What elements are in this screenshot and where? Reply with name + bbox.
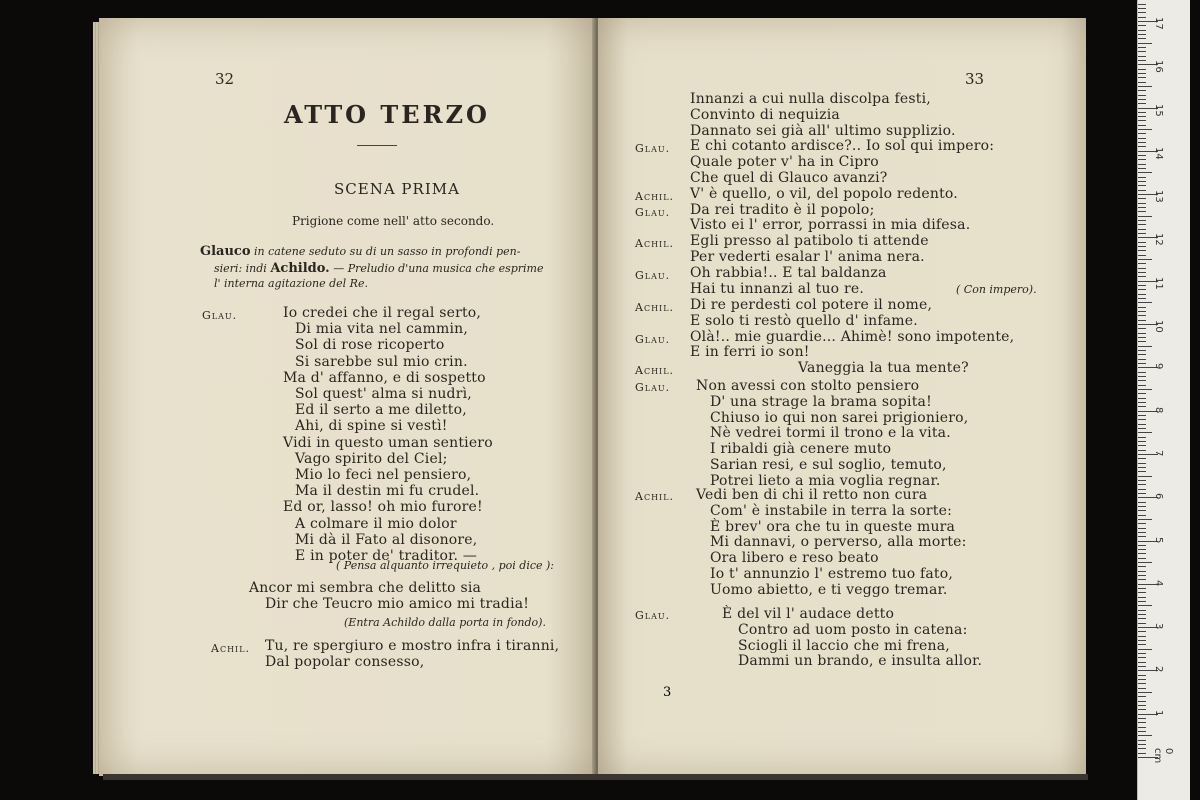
ruler-tick	[1138, 545, 1146, 546]
ruler-number: 5	[1153, 536, 1164, 543]
dialogue-line: Convinto di nequizia	[690, 106, 840, 123]
dialogue-line: Oh rabbia!.. E tal baldanza	[690, 264, 887, 281]
intro-text: — Preludio d'una musica che esprime	[329, 262, 544, 275]
left-page	[99, 18, 596, 776]
ruler-tick	[1138, 515, 1146, 516]
ruler-number: 4	[1153, 579, 1164, 587]
dialogue-line: Visto ei l' error, porrassi in mia difesa.	[690, 217, 971, 234]
ruler-tick	[1138, 579, 1146, 580]
ruler-tick	[1138, 640, 1146, 641]
open-book	[93, 18, 1093, 780]
ruler-tick	[1138, 588, 1146, 589]
ruler-tick	[1138, 389, 1152, 390]
ruler-tick	[1138, 207, 1146, 208]
speaker-label: Glau.	[635, 142, 671, 156]
ruler-tick	[1138, 177, 1146, 178]
verse-line: Di mia vita nel cammin,	[295, 321, 469, 338]
verse-line: Io t' annunzio l' estremo tuo fato,	[710, 566, 954, 582]
ruler-tick	[1138, 450, 1146, 451]
ruler-tick	[1138, 168, 1146, 169]
intro-line-1	[200, 244, 520, 259]
speaker-label: Achil.	[635, 301, 675, 314]
ruler-tick	[1138, 229, 1146, 230]
verse-line: Vedi ben di chi il retto non cura	[696, 487, 928, 503]
verse-line: Vago spirito del Ciel;	[295, 450, 448, 467]
ruler-tick	[1138, 4, 1146, 5]
ruler-tick	[1138, 116, 1146, 117]
verse-line: Tu, re spergiuro e mostro infra i tiranni,	[265, 638, 560, 654]
verse-line: Sol di rose ricoperto	[295, 337, 445, 354]
ruler-tick	[1138, 571, 1146, 572]
speaker-label: Glau.	[635, 205, 671, 219]
ruler-tick	[1138, 333, 1146, 334]
ruler-number: 6	[1153, 493, 1164, 500]
ruler-tick	[1138, 43, 1152, 44]
speaker-label: Achil.	[635, 189, 675, 203]
ruler-tick	[1138, 164, 1146, 165]
ruler-tick	[1138, 320, 1146, 321]
verse-line: D' una strage la brama sopita!	[710, 393, 932, 410]
ruler-number: 11	[1153, 276, 1164, 290]
ruler-tick	[1138, 125, 1146, 126]
ruler-tick	[1138, 328, 1146, 329]
ruler-tick	[1138, 307, 1146, 308]
stage-direction: ( Pensa alquanto irrequieto , poi dice ):	[336, 559, 555, 572]
ruler-tick	[1138, 653, 1146, 654]
ruler-tick	[1138, 424, 1146, 425]
ruler-tick	[1138, 73, 1146, 74]
dialogue-line: Egli presso al patibolo ti attende	[690, 233, 929, 250]
ruler-tick	[1138, 142, 1146, 143]
verse-line: Io credei che il regal serto,	[283, 305, 482, 321]
speaker-label: Achil.	[635, 364, 675, 378]
ruler-tick	[1138, 644, 1146, 645]
ruler-tick	[1138, 662, 1146, 663]
verse-line: Sciogli il laccio che mi frena,	[738, 637, 950, 654]
dialogue-line: E in ferri io son!	[690, 344, 810, 361]
ruler-number: 15	[1153, 103, 1164, 117]
ruler-tick	[1138, 735, 1152, 736]
ruler-tick	[1138, 315, 1146, 316]
ruler-tick	[1138, 666, 1146, 667]
ruler-tick	[1138, 302, 1152, 303]
ruler-tick	[1138, 99, 1146, 100]
ruler-tick	[1138, 688, 1146, 689]
dialogue-line: V' è quello, o vil, del popolo redento.	[690, 185, 958, 202]
ruler-tick	[1138, 354, 1146, 355]
dialogue-line: Olà!.. mie guardie... Ahimè! sono impotente,	[690, 328, 1015, 345]
verse-line: A colmare il mio dolor	[295, 515, 457, 532]
ruler-tick	[1138, 155, 1146, 156]
ruler-tick	[1138, 532, 1146, 533]
verse-line: È del vil l' audace detto	[722, 606, 895, 622]
dialogue-line: Quale poter v' ha in Cipro	[690, 154, 879, 171]
stage-direction: (Entra Achildo dalla porta in fondo).	[344, 616, 546, 629]
dialogue-line: Da rei tradito è il popolo;	[690, 201, 875, 218]
ruler-tick	[1138, 502, 1146, 503]
ruler-tick	[1138, 8, 1146, 9]
ruler-tick	[1138, 120, 1146, 121]
ruler-tick	[1138, 103, 1146, 104]
ruler-tick	[1138, 528, 1146, 529]
ruler-number: 9	[1153, 363, 1164, 370]
ruler-number: 13	[1153, 190, 1164, 203]
verse-line: Uomo abietto, e ti veggo tremar.	[710, 581, 948, 598]
ruler-tick	[1138, 359, 1146, 360]
scene-setting: Prigione come nell' atto secondo.	[292, 214, 495, 228]
stage-direction: ( Con impero).	[956, 283, 1037, 296]
ruler-tick	[1138, 562, 1152, 563]
ruler-tick	[1138, 597, 1146, 598]
verse-line: Nè vedrei tormi il trono e la vita.	[710, 425, 951, 442]
ruler-tick	[1138, 605, 1152, 606]
speaker-label: Glau.	[635, 381, 671, 394]
ruler-tick	[1138, 51, 1146, 52]
verse-line: Com' è instabile in terra la sorte:	[710, 502, 952, 519]
ruler-tick	[1138, 610, 1146, 611]
dialogue-line: Per vederti esalar l' anima nera.	[690, 249, 925, 265]
dialogue-line: E solo ti restò quello d' infame.	[690, 312, 918, 329]
ruler-tick	[1138, 285, 1146, 286]
verse-line: Ed il serto a me diletto,	[295, 402, 467, 419]
verse-line: Ora libero e reso beato	[710, 550, 879, 567]
ruler-tick	[1138, 480, 1146, 481]
ruler-tick	[1138, 190, 1146, 191]
verse-line: Chiuso io qui non sarei prigioniero,	[710, 409, 969, 426]
ruler-tick	[1138, 69, 1146, 70]
dialogue-line: Di re perdesti col potere il nome,	[690, 297, 933, 313]
verse-line: Mi dannavi, o perverso, alla morte:	[710, 534, 967, 551]
ruler-tick	[1138, 385, 1146, 386]
dialogue-line: Dannato sei già all' ultimo supplizio.	[690, 122, 956, 139]
book-cover-edge	[103, 774, 1088, 780]
ruler-number: 1	[1153, 709, 1164, 717]
ruler-tick	[1138, 250, 1146, 251]
ruler-tick	[1138, 233, 1146, 234]
ruler-tick	[1138, 25, 1146, 26]
ruler-tick	[1138, 657, 1146, 658]
ruler-tick	[1138, 722, 1146, 723]
ruler-tick	[1138, 415, 1146, 416]
verse-line: Sol quest' alma si nudrì,	[295, 386, 472, 402]
ruler-tick	[1138, 601, 1146, 602]
ruler-tick	[1138, 441, 1146, 442]
ruler-tick	[1138, 276, 1146, 277]
ruler-tick	[1138, 263, 1146, 264]
ruler-tick	[1138, 181, 1146, 182]
ruler-tick	[1138, 445, 1146, 446]
ruler-tick	[1138, 311, 1146, 312]
ruler-tick	[1138, 523, 1146, 524]
dialogue-line: Innanzi a cui nulla discolpa festi,	[690, 91, 931, 107]
verse-line: I ribaldi già cenere muto	[710, 441, 892, 458]
ruler-tick	[1138, 372, 1146, 373]
dialogue-line: E chi cotanto ardisce?.. Io sol qui impero:	[690, 138, 995, 155]
ruler-tick	[1138, 90, 1146, 91]
ruler-tick	[1138, 216, 1152, 217]
ruler-tick	[1138, 289, 1146, 290]
ruler-number: 10	[1153, 320, 1164, 333]
ruler-tick	[1138, 60, 1146, 61]
ruler-number: 3	[1153, 623, 1164, 630]
ruler-tick	[1138, 203, 1146, 204]
ruler-tick	[1138, 727, 1146, 728]
ruler-number: 12	[1153, 233, 1164, 247]
page-number-left: 32	[215, 70, 235, 88]
signature-mark: 3	[663, 685, 672, 700]
ruler-tick	[1138, 82, 1146, 83]
verse-line: Ed or, lasso! oh mio furore!	[283, 499, 483, 516]
ruler-number: 2	[1153, 666, 1164, 673]
ruler-tick	[1138, 432, 1152, 433]
ruler-tick	[1138, 558, 1146, 559]
ruler-tick	[1138, 86, 1152, 87]
scene-heading: SCENA PRIMA	[334, 180, 460, 198]
ruler-tick	[1138, 95, 1146, 96]
ruler-number: 16	[1153, 60, 1164, 73]
ruler-tick	[1138, 649, 1152, 650]
ruler-tick	[1138, 731, 1146, 732]
verse-line: Potrei lieto a mia voglia regnar.	[710, 472, 941, 489]
ruler-tick	[1138, 718, 1146, 719]
ruler-tick	[1138, 476, 1152, 477]
ruler-tick	[1138, 748, 1146, 749]
act-title: ATTO TERZO	[284, 100, 490, 129]
ruler-tick	[1138, 553, 1146, 554]
ruler-tick	[1138, 467, 1146, 468]
verse-line: Dammi un brando, e insulta allor.	[738, 653, 983, 670]
verse-line: Si sarebbe sul mio crin.	[295, 353, 468, 370]
verse-line: Vidi in questo uman sentiero	[283, 434, 493, 451]
ruler-number: 17	[1153, 16, 1164, 30]
ruler-tick	[1138, 77, 1146, 78]
ruler-tick	[1138, 484, 1146, 485]
ruler-tick	[1138, 34, 1146, 35]
ruler-tick	[1138, 211, 1146, 212]
ruler-tick	[1138, 346, 1152, 347]
intro-text: sieri: indi	[214, 262, 271, 275]
speaker-label: Achil.	[635, 237, 675, 251]
ruler-tick	[1138, 549, 1146, 550]
ruler-tick	[1138, 463, 1146, 464]
verse-line: Sarian resi, e sul soglio, temuto,	[710, 457, 947, 473]
ruler-tick	[1138, 489, 1146, 490]
ruler-number: 7	[1153, 449, 1164, 457]
ruler-tick	[1138, 129, 1152, 130]
ruler-tick	[1138, 112, 1146, 113]
ruler-tick	[1138, 259, 1152, 260]
ruler-tick	[1138, 337, 1146, 338]
verse-line: È brev' ora che tu in queste mura	[710, 518, 956, 535]
verse-line: Ahi, di spine si vestì!	[295, 418, 448, 435]
ruler-tick	[1138, 675, 1146, 676]
ruler-tick	[1138, 56, 1146, 57]
ruler-tick	[1138, 683, 1146, 684]
ruler-tick	[1138, 47, 1146, 48]
ruler-tick	[1138, 298, 1146, 299]
page-number-right: 33	[965, 70, 985, 88]
ruler-tick	[1138, 709, 1146, 710]
ruler-tick	[1138, 437, 1146, 438]
ruler-tick	[1138, 510, 1146, 511]
ruler-tick	[1138, 406, 1146, 407]
dialogue-line: Hai tu innanzi al tuo re.	[690, 280, 864, 297]
ruler-tick	[1138, 614, 1146, 615]
ruler-tick	[1138, 133, 1146, 134]
ruler-tick	[1138, 294, 1146, 295]
ruler-tick	[1138, 185, 1146, 186]
ruler-tick	[1138, 631, 1146, 632]
ruler-number: 14	[1153, 146, 1164, 160]
ruler-tick	[1138, 393, 1146, 394]
ruler-tick	[1138, 220, 1146, 221]
ruler-tick	[1138, 376, 1146, 377]
ruler-tick	[1138, 380, 1146, 381]
ruler-tick	[1138, 428, 1146, 429]
ruler-tick	[1138, 740, 1146, 741]
ruler-tick	[1138, 38, 1146, 39]
verse-line: Mi dà il Fato al disonore,	[295, 531, 478, 548]
verse-line: Ma il destin mi fu crudel.	[295, 483, 480, 500]
intro-line-3: l' interna agitazione del Re.	[214, 277, 368, 290]
ruler-tick	[1138, 705, 1146, 706]
ruler-tick	[1138, 636, 1146, 637]
ruler-tick	[1138, 419, 1146, 420]
speaker-label: Glau.	[202, 309, 238, 322]
ruler-tick	[1138, 575, 1146, 576]
verse-line: Dir che Teucro mio amico mi tradia!	[265, 596, 530, 612]
ruler-tick	[1138, 618, 1146, 619]
verse-line: E in poter de' traditor. —	[295, 548, 478, 564]
ruler-tick	[1138, 159, 1146, 160]
ruler-tick	[1138, 696, 1146, 697]
speaker-label: Glau.	[635, 332, 671, 346]
ruler-tick	[1138, 471, 1146, 472]
ruler-tick	[1138, 692, 1152, 693]
ruler-tick	[1138, 255, 1146, 256]
ruler-tick	[1138, 12, 1146, 13]
intro-line-2	[214, 261, 544, 276]
ruler-tick	[1138, 753, 1146, 754]
speaker-label: Achil.	[635, 490, 675, 503]
dialogue-line: Che quel di Glauco avanzi?	[690, 170, 888, 186]
ruler-unit-label: 0 cm	[1152, 748, 1174, 764]
speaker-label: Glau.	[635, 268, 671, 282]
ruler-tick	[1138, 272, 1146, 273]
ruler-tick	[1138, 341, 1146, 342]
verse-line: Dal popolar consesso,	[265, 654, 425, 670]
right-page	[598, 18, 1086, 776]
ruler-tick	[1138, 493, 1146, 494]
ruler-tick	[1138, 744, 1146, 745]
character-name: Glauco	[200, 244, 251, 259]
speaker-label: Achil.	[211, 642, 251, 655]
verse-line: Contro ad uom posto in catena:	[738, 621, 968, 638]
verse-line: Ancor mi sembra che delitto sia	[249, 580, 482, 596]
ruler-tick	[1138, 679, 1146, 680]
ruler-tick	[1138, 506, 1146, 507]
ruler-tick	[1138, 402, 1146, 403]
ruler-tick	[1138, 398, 1146, 399]
ruler-tick	[1138, 701, 1146, 702]
ruler-tick	[1138, 458, 1146, 459]
ruler-tick	[1138, 519, 1152, 520]
ruler-tick	[1138, 623, 1146, 624]
ruler-tick	[1138, 30, 1146, 31]
ruler-tick	[1138, 138, 1146, 139]
verse-line: Ma d' affanno, e di sospetto	[283, 369, 486, 386]
ruler-tick	[1138, 246, 1146, 247]
ruler-tick	[1138, 592, 1146, 593]
ruler-tick	[1138, 536, 1146, 537]
dialogue-line: Vaneggia la tua mente?	[798, 360, 969, 377]
intro-text: in catene seduto su di un sasso in profondi pen-	[250, 245, 521, 258]
ruler-tick	[1138, 146, 1146, 147]
verse-line: Mio lo feci nel pensiero,	[295, 467, 472, 483]
ruler-tick	[1138, 17, 1146, 18]
ruler-number: 8	[1153, 406, 1164, 413]
verse-line: Non avessi con stolto pensiero	[696, 378, 920, 394]
ruler-tick	[1138, 224, 1146, 225]
measuring-ruler	[1137, 0, 1190, 800]
ruler-tick	[1138, 242, 1146, 243]
speaker-label: Glau.	[635, 609, 671, 622]
ruler-tick	[1138, 172, 1152, 173]
ruler-tick	[1138, 566, 1146, 567]
title-rule	[357, 145, 397, 146]
ruler-tick	[1138, 268, 1146, 269]
character-name: Achildo.	[270, 261, 330, 276]
ruler-tick	[1138, 350, 1146, 351]
ruler-tick	[1138, 198, 1146, 199]
ruler-tick	[1138, 363, 1146, 364]
